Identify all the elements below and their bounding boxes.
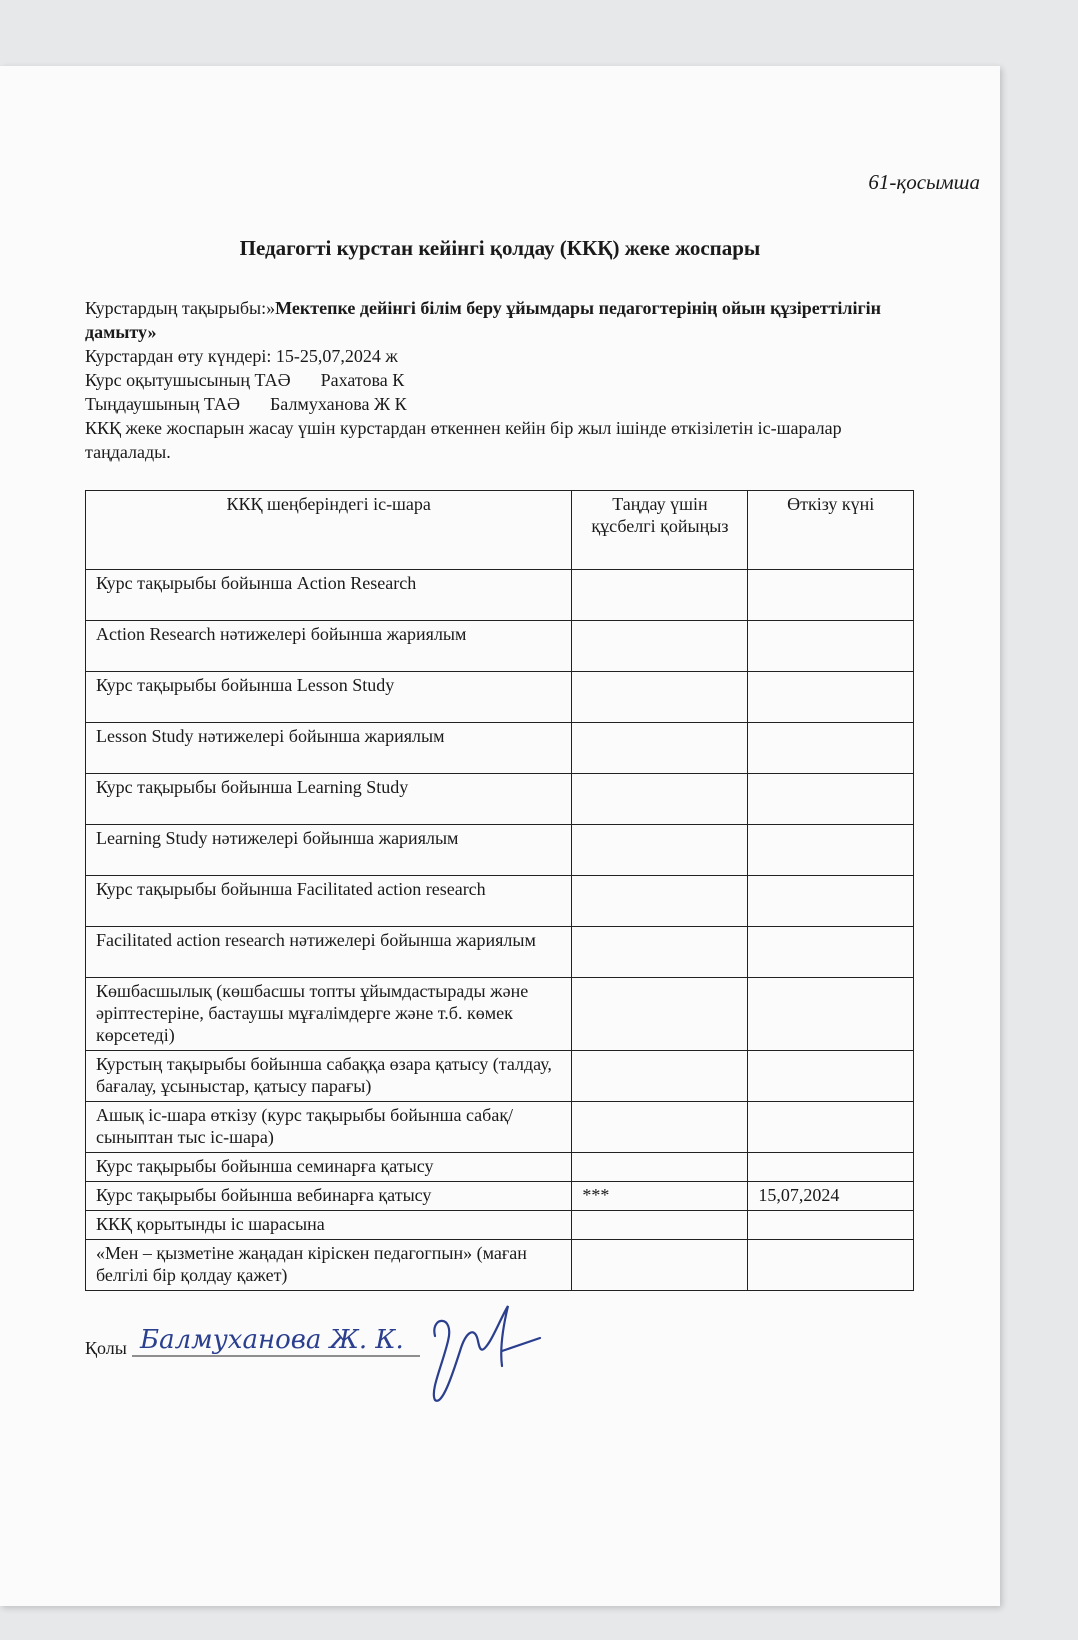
mark-cell[interactable] xyxy=(572,978,748,1051)
date-cell[interactable] xyxy=(748,978,914,1051)
mark-cell[interactable] xyxy=(572,1153,748,1182)
activity-cell: Курстың тақырыбы бойынша сабаққа өзара қатысу (талдау, бағалау, ұсыныстар, қатысу парағы) xyxy=(86,1051,572,1102)
activity-cell: «Мен – қызметіне жаңадан кіріскен педагогпын» (маған белгілі бір қолдау қажет) xyxy=(86,1240,572,1291)
date-cell[interactable] xyxy=(748,1153,914,1182)
handwritten-signature xyxy=(130,1296,570,1406)
signature-name: Балмуханова Ж. К. xyxy=(140,1325,404,1355)
activity-cell: Lesson Study нәтижелері бойынша жариялым xyxy=(86,723,572,774)
activity-cell: Курс тақырыбы бойынша семинарға қатысу xyxy=(86,1153,572,1182)
table-row xyxy=(86,1211,914,1240)
header-date: Өткізу күні xyxy=(748,491,914,570)
table-row xyxy=(86,978,914,1051)
table-row xyxy=(86,1182,914,1211)
header-activity: ККҚ шеңберіндегі іс-шара xyxy=(86,491,572,570)
date-cell[interactable] xyxy=(748,570,914,621)
activity-cell: Facilitated action research нәтижелері бойынша жариялым xyxy=(86,927,572,978)
table-row xyxy=(86,570,914,621)
mark-cell[interactable] xyxy=(572,723,748,774)
date-cell[interactable] xyxy=(748,876,914,927)
annex-number: 61-қосымша xyxy=(868,170,980,194)
activity-cell: Курс тақырыбы бойынша Learning Study xyxy=(86,774,572,825)
activity-cell: Курс тақырыбы бойынша Facilitated action research xyxy=(86,876,572,927)
activity-table xyxy=(85,490,914,1291)
table-row xyxy=(86,723,914,774)
mark-cell[interactable] xyxy=(572,672,748,723)
table-row xyxy=(86,927,914,978)
table-row xyxy=(86,774,914,825)
table-row xyxy=(86,1102,914,1153)
date-cell[interactable]: 15,07,2024 xyxy=(748,1182,914,1211)
course-dates xyxy=(85,344,925,368)
table-row xyxy=(86,621,914,672)
dates-value: 15-25,07,2024 ж xyxy=(275,346,398,366)
table-row xyxy=(86,876,914,927)
activity-cell: Action Research нәтижелері бойынша жариялым xyxy=(86,621,572,672)
course-info xyxy=(85,296,925,464)
mark-cell[interactable]: *** xyxy=(572,1182,748,1211)
date-cell[interactable] xyxy=(748,825,914,876)
table-row xyxy=(86,1153,914,1182)
date-cell[interactable] xyxy=(748,1240,914,1291)
topic-label: Курстардың тақырыбы:» xyxy=(85,298,276,318)
date-cell[interactable] xyxy=(748,927,914,978)
listener-value: Балмуханова Ж К xyxy=(269,394,407,414)
listener-label: Тыңдаушының ТАӘ xyxy=(85,394,240,414)
mark-cell[interactable] xyxy=(572,1051,748,1102)
mark-cell[interactable] xyxy=(572,621,748,672)
date-cell[interactable] xyxy=(748,1211,914,1240)
mark-cell[interactable] xyxy=(572,876,748,927)
table-row xyxy=(86,825,914,876)
trainer-value: Рахатова К xyxy=(320,370,405,390)
table-row xyxy=(86,1240,914,1291)
activity-cell: ККҚ қорытынды іс шарасына xyxy=(86,1211,572,1240)
date-cell[interactable] xyxy=(748,723,914,774)
mark-cell[interactable] xyxy=(572,570,748,621)
activity-cell: Көшбасшылық (көшбасшы топты ұйымдастырады және әріптестеріне, бастаушы мұғалімдерге және т.б. көмек көрсетеді) xyxy=(86,978,572,1051)
plan-note: ККҚ жеке жоспарын жасау үшін курстардан өткеннен кейін бір жыл ішінде өткізілетін іс-шаралар таңдалады. xyxy=(85,418,842,462)
date-cell[interactable] xyxy=(748,672,914,723)
mark-cell[interactable] xyxy=(572,1211,748,1240)
date-cell[interactable] xyxy=(748,774,914,825)
topic-value: Мектепке дейінгі білім беру ұйымдары педагогтерінің ойын құзіреттілігін дамыту» xyxy=(85,298,882,342)
dates-label: Курстардан өту күндері: xyxy=(85,346,272,366)
table-row xyxy=(86,1051,914,1102)
date-cell[interactable] xyxy=(748,621,914,672)
activity-cell: Learning Study нәтижелері бойынша жариялым xyxy=(86,825,572,876)
header-mark: Таңдау үшін құсбелгі қойыңыз xyxy=(572,491,748,570)
activity-cell: Ашық іс-шара өткізу (курс тақырыбы бойынша сабақ/сыныптан тыс іс-шара) xyxy=(86,1102,572,1153)
table-row xyxy=(86,672,914,723)
mark-cell[interactable] xyxy=(572,1102,748,1153)
mark-cell[interactable] xyxy=(572,927,748,978)
mark-cell[interactable] xyxy=(572,1240,748,1291)
date-cell[interactable] xyxy=(748,1051,914,1102)
mark-cell[interactable] xyxy=(572,774,748,825)
activity-cell: Курс тақырыбы бойынша Action Research xyxy=(86,570,572,621)
course-topic xyxy=(85,296,925,344)
course-trainer xyxy=(85,368,925,392)
activity-cell: Курс тақырыбы бойынша Lesson Study xyxy=(86,672,572,723)
mark-cell[interactable] xyxy=(572,825,748,876)
trainer-label: Курс оқытушысының ТАӘ xyxy=(85,370,291,390)
activity-cell: Курс тақырыбы бойынша вебинарға қатысу xyxy=(86,1182,572,1211)
signature-label: Қолы xyxy=(85,1338,127,1358)
document-title: Педагогті курстан кейінгі қолдау (ККҚ) жеке жоспары xyxy=(239,236,761,260)
course-listener xyxy=(85,392,925,416)
date-cell[interactable] xyxy=(748,1102,914,1153)
table-header-row xyxy=(86,491,914,570)
